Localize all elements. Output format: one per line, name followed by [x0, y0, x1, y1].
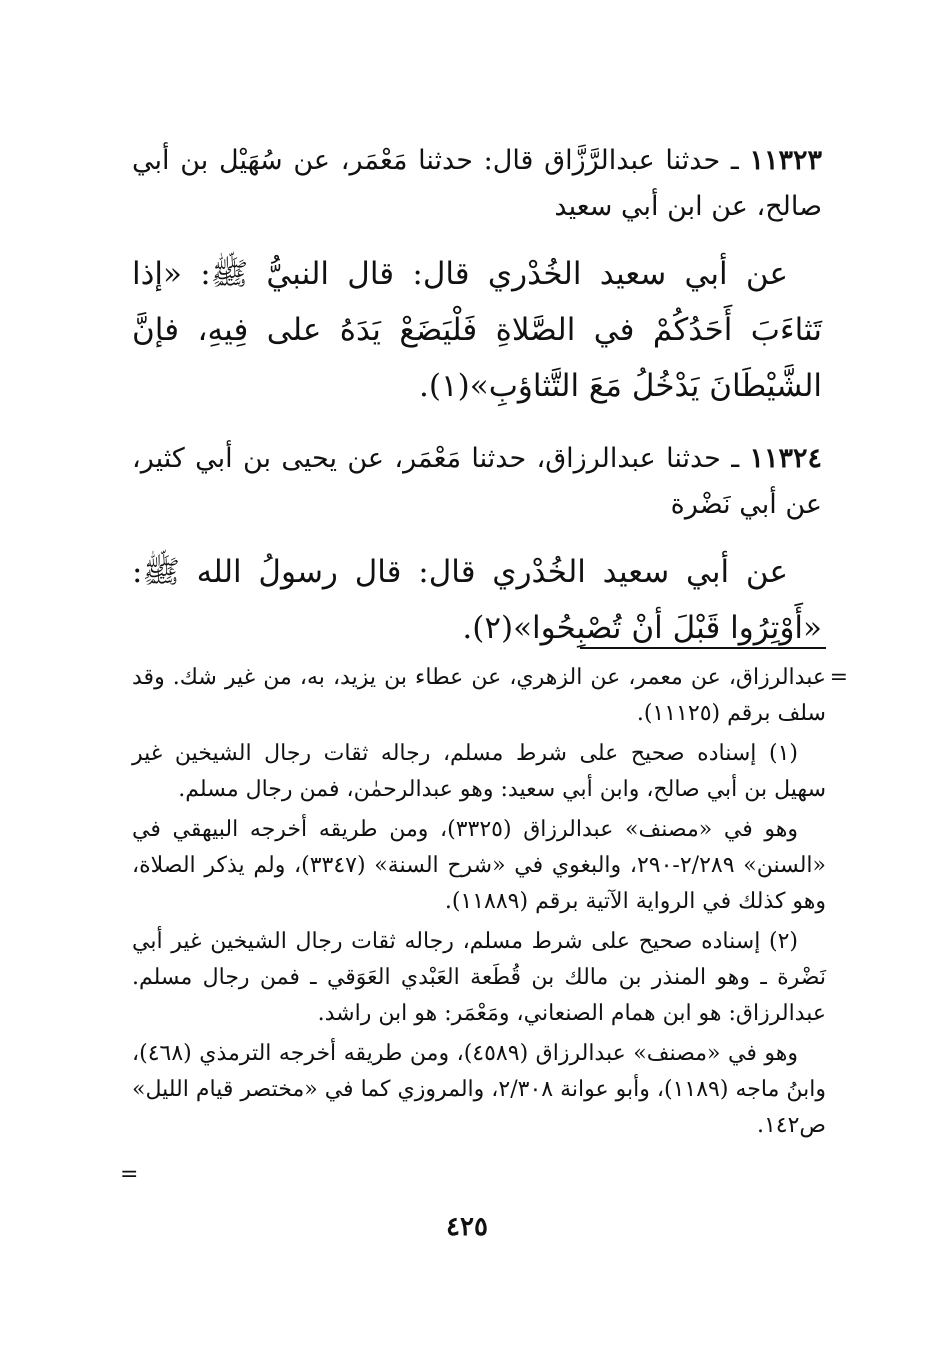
hadith-isnad-11323	[132, 138, 822, 230]
page-number: ٤٢٥	[446, 1212, 488, 1242]
continuation-mark: =	[829, 665, 848, 690]
main-text	[132, 138, 822, 678]
hadith-isnad-11324	[132, 436, 822, 528]
hadith-number: ١١٣٢٣	[749, 145, 823, 176]
isnad-text: ـ حدثنا عبدالرَّزَّاق قال: حدثنا مَعْمَر، عن سُهَيْل بن أبي صالح، عن ابن أبي سعيد	[132, 145, 822, 222]
footnote-1-a: (١) إسناده صحيح على شرط مسلم، رجاله ثقات رجال الشيخين غير سهيل بن أبي صالح، وابن أبي سعيد: وهو عبدالرحمٰن، فمن رجال مسلم.	[132, 741, 826, 802]
hadith-matn-11323: عن أبي سعيد الخُدْري قال: قال النبيُّ ﷺ: «إذا تَثاءَبَ أَحَدُكُمْ في الصَّلاةِ فَلْيَضَعْ يَدَهُ على فِيهِ، فإنَّ الشَّيْطَانَ يَدْخُلُ مَعَ التَّثاؤبِ»(١).	[132, 256, 822, 404]
footnotes	[132, 660, 826, 1148]
isnad-text: ـ حدثنا عبدالرزاق، حدثنا مَعْمَر، عن يحيى بن أبي كثير، عن أبي نَضْرة	[132, 443, 822, 520]
footnote-separator	[580, 647, 826, 649]
hadith-number: ١١٣٢٤	[749, 443, 822, 474]
footnote-2-b: وهو في «مصنف» عبدالرزاق (٤٥٨٩)، ومن طريقه أخرجه الترمذي (٤٦٨)، وابنُ ماجه (١١٨٩)، وأبو عوانة ٢/٣٠٨، والمروزي كما في «مختصر قيام الليل» ص١٤٢.	[132, 1041, 826, 1138]
footnote-continuation: عبدالرزاق، عن معمر، عن الزهري، عن عطاء بن يزيد، به، من غير شك. وقد سلف برقم (١١١٢٥).	[132, 665, 826, 726]
footnote-1-b: وهو في «مصنف» عبدالرزاق (٣٣٢٥)، ومن طريقه أخرجه البيهقي في «السنن» ٢/٢٨٩-٢٩٠، والبغوي في «شرح السنة» (٣٣٤٧)، ولم يذكر الصلاة، وهو كذلك في الرواية الآتية برقم (١١٨٨٩).	[132, 817, 826, 914]
end-continuation-mark: =	[120, 1162, 139, 1187]
hadith-matn-11324: عن أبي سعيد الخُدْري قال: قال رسولُ الله ﷺ: «أَوْتِرُوا قَبْلَ أنْ تُصْبِحُوا»(٢).	[132, 554, 822, 646]
footnote-2-a: (٢) إسناده صحيح على شرط مسلم، رجاله ثقات رجال الشيخين غير أبي نَضْرة ـ وهو المنذر بن مالك بن قُطَعة العَبْدي العَوَقي ـ فمن رجال مسلم. عبدالرزاق: هو ابن همام الصنعاني، ومَعْمَر: هو ابن راشد.	[132, 929, 826, 1026]
